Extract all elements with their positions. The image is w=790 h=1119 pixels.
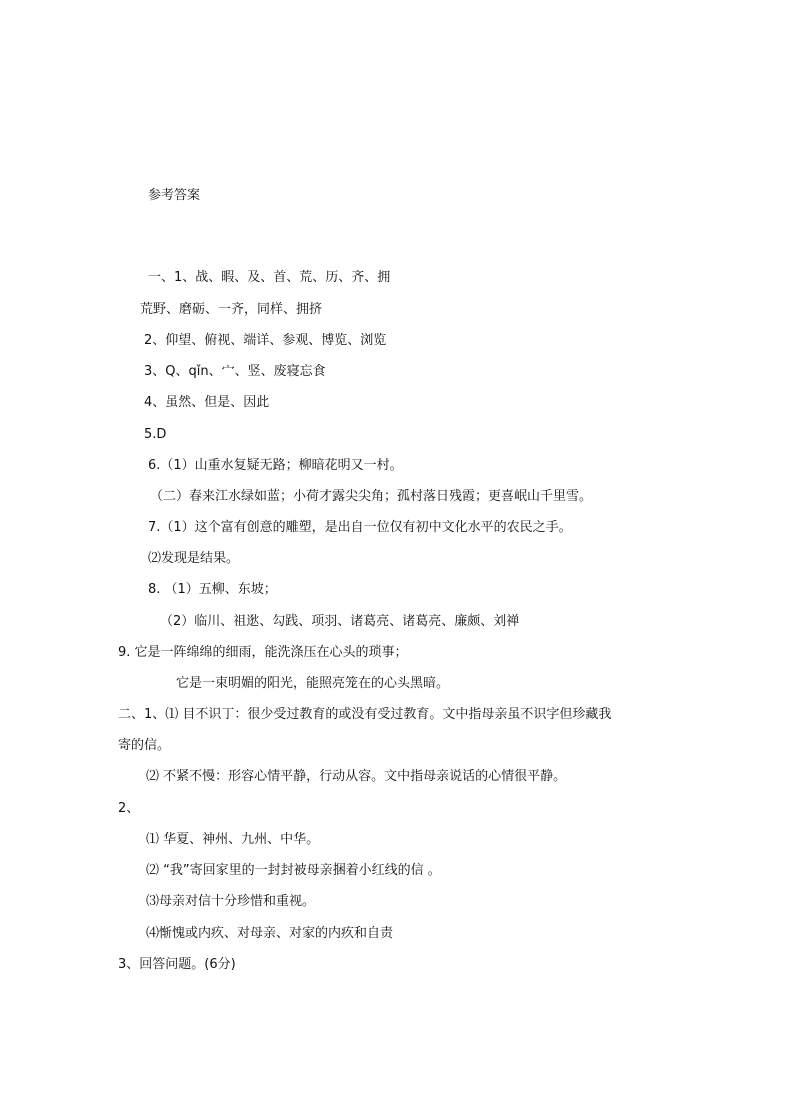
document-title: 参考答案	[148, 188, 201, 203]
answer-line: 它是一束明媚的阳光，能照亮笼在的心头黑暗。	[176, 676, 450, 691]
answer-line: 二、1、⑴ 目不识丁：很少受过教育的或没有受过教育。文中指母亲虽不识字但珍藏我	[118, 707, 612, 722]
answer-line: ⑵ 不紧不慢：形容心情平静，行动从容。文中指母亲说话的心情很平静。	[146, 769, 567, 784]
answer-line: 4、虽然、但是、因此	[144, 395, 270, 410]
answer-line: 5.D	[144, 427, 167, 442]
answer-line: ⑵发现是结果。	[148, 551, 240, 566]
answer-line: ⑷惭愧或内疚、对母亲、对家的内疚和自责	[146, 926, 394, 941]
answer-line: 6.（1）山重水复疑无路；柳暗花明又一村。	[148, 458, 403, 473]
answer-line: 3、Q、qǐn、宀、竖、废寝忘食	[144, 364, 326, 379]
answer-line: 7.（1）这个富有创意的雕塑，是出自一位仅有初中文化水平的农民之手。	[148, 520, 572, 535]
answer-line: ⑶母亲对信十分珍惜和重视。	[146, 894, 316, 909]
answer-line: 一、1、战、暇、及、首、荒、历、齐、拥	[148, 270, 391, 285]
answer-line: ⑴ 华夏、神州、九州、中华。	[146, 832, 320, 847]
answer-line: （二）春来江水绿如蓝；小荷才露尖尖角；孤村落日残霞；更喜岷山千里雪。	[150, 489, 593, 504]
answer-line: 9. 它是一阵绵绵的细雨，能洗涤压在心头的琐事；	[118, 645, 408, 660]
answer-line: 3、回答问题。(6分)	[118, 957, 236, 972]
answer-line: 2、	[118, 801, 140, 816]
answer-line: （2）临川、祖逖、勾践、项羽、诸葛亮、诸葛亮、廉颇、刘禅	[160, 614, 520, 629]
answer-line: 8. （1）五柳、东坡；	[148, 582, 277, 597]
answer-line: 2、仰望、俯视、端详、参观、博览、浏览	[144, 333, 387, 348]
answer-line: 寄的信。	[118, 738, 171, 753]
answer-line: 荒野、磨砺、一齐，同样、拥挤	[140, 302, 323, 317]
answer-line: ⑵ “我”寄回家里的一封封被母亲捆着小红线的信 。	[146, 863, 441, 878]
